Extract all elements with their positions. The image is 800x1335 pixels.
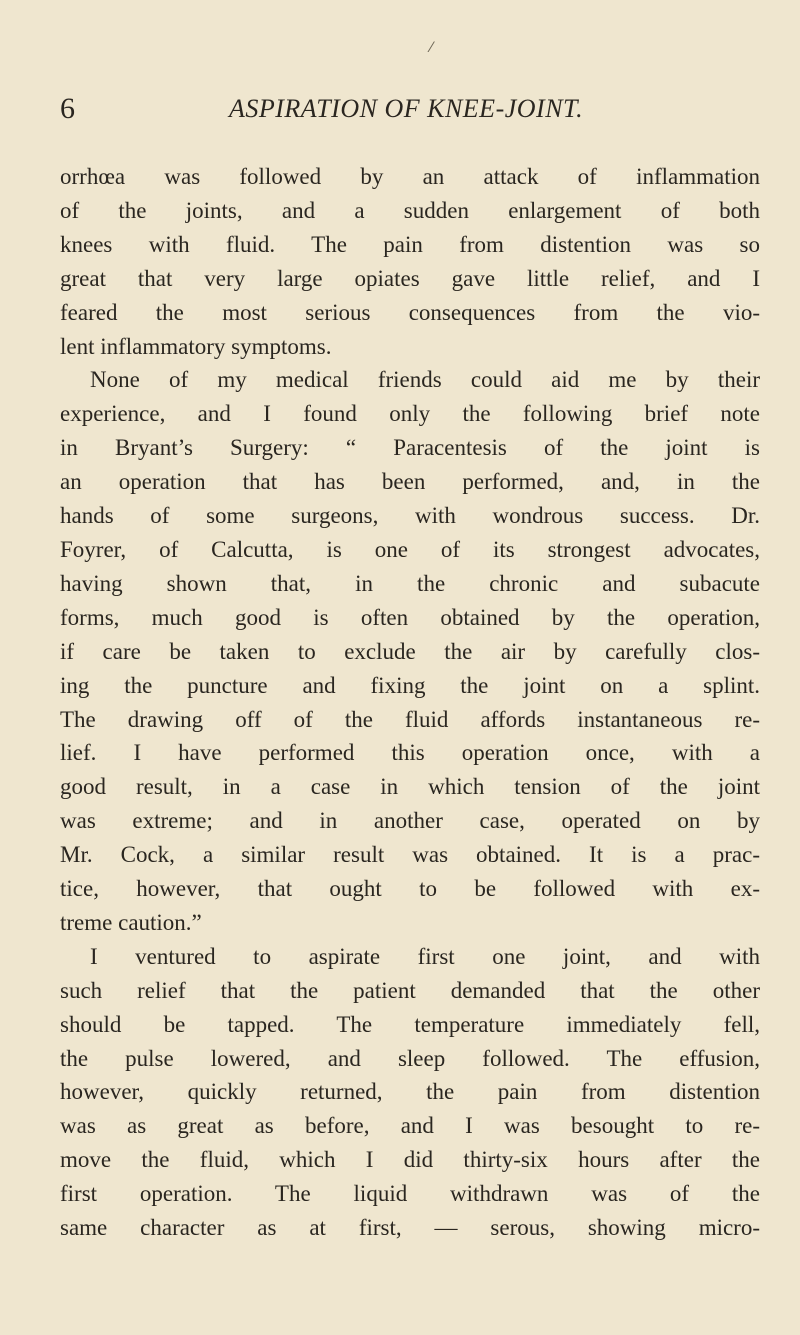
text-line: forms, much good is often obtained by the operation, — [60, 604, 760, 630]
text-line: feared the most serious consequences from the vio- — [60, 299, 760, 325]
text-line: of the joints, and a sudden enlargement of both — [60, 197, 760, 223]
text-line: knees with fluid. The pain from distention was so — [60, 231, 760, 257]
text-line: such relief that the patient demanded that the other — [60, 977, 760, 1003]
text-line: treme caution.” — [60, 909, 202, 935]
text-line: tice, however, that ought to be followed with ex- — [60, 876, 760, 902]
body-text — [60, 160, 760, 1245]
text-line: I ventured to aspirate first one joint, and with — [90, 943, 760, 969]
page-number: 6 — [60, 92, 75, 125]
running-title: ASPIRATION OF KNEE-JOINT. — [229, 94, 584, 123]
text-line: if care be taken to exclude the air by carefully clos- — [60, 638, 760, 664]
running-head — [60, 91, 750, 131]
text-line: Foyrer, of Calcutta, is one of its strongest advocates, — [60, 536, 760, 562]
text-line: was as great as before, and I was besought to re- — [60, 1113, 760, 1139]
text-line: however, quickly returned, the pain from distention — [60, 1079, 760, 1105]
text-line: was extreme; and in another case, operated on by — [60, 808, 760, 834]
text-line: lent inflammatory symptoms. — [60, 333, 332, 359]
text-line: same character as at first, — serous, showing micro- — [60, 1215, 760, 1241]
text-line: the pulse lowered, and sleep followed. The effusion, — [60, 1045, 760, 1071]
text-line: good result, in a case in which tension of the joint — [60, 774, 760, 800]
text-line: great that very large opiates gave little relief, and I — [60, 265, 760, 291]
margin-mark: ⁄ — [430, 40, 433, 56]
text-line: hands of some surgeons, with wondrous success. Dr. — [60, 503, 760, 529]
text-line: should be tapped. The temperature immediately fell, — [60, 1011, 760, 1037]
text-line: an operation that has been performed, and, in the — [60, 469, 760, 495]
text-line: experience, and I found only the following brief note — [60, 401, 760, 427]
text-line: lief. I have performed this operation once, with a — [60, 740, 760, 766]
text-line: Mr. Cock, a similar result was obtained. It is a prac- — [60, 842, 760, 868]
text-line: move the fluid, which I did thirty-six hours after the — [60, 1147, 760, 1173]
text-line: None of my medical friends could aid me by their — [90, 367, 760, 393]
text-line: having shown that, in the chronic and subacute — [60, 570, 760, 596]
text-line: orrhœa was followed by an attack of inflammation — [60, 164, 760, 189]
text-line: first operation. The liquid withdrawn was of the — [60, 1181, 760, 1207]
text-line: ing the puncture and fixing the joint on a splint. — [60, 672, 760, 698]
text-line: The drawing off of the fluid affords instantaneous re- — [60, 706, 760, 732]
text-line: in Bryant’s Surgery: “ Paracentesis of the joint is — [60, 435, 760, 461]
